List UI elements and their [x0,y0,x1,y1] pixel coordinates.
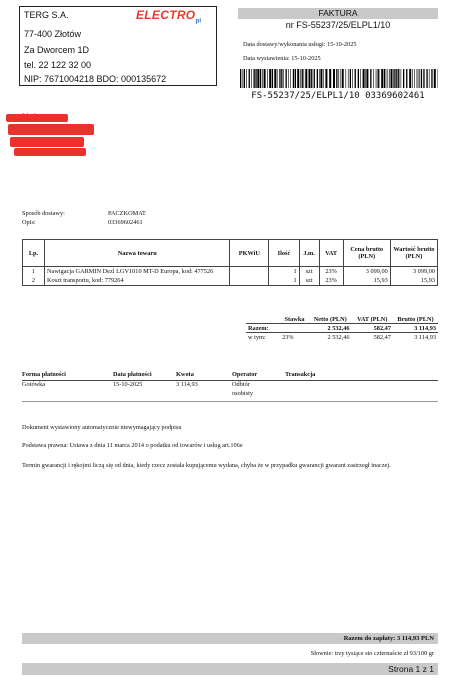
pay-operator-2: osobisty [232,390,253,397]
col-price: Cena brutto (PLN) [343,240,390,267]
issue-date: Data wystawienia: 15-10-2025 [243,55,321,62]
row-unit: szt [299,267,319,277]
col-lp: Lp. [23,240,45,267]
summary-total-net: 2 532,46 [309,324,352,333]
col-qty: Ilość [269,240,299,267]
table-row [23,276,438,286]
summary-breakdown-rate: 23% [282,333,294,341]
items-header-row [23,240,438,267]
invoice-number: nr FS-55237/25/ELPL1/10 [285,20,391,30]
summary-breakdown-row [246,333,438,342]
row-unit: szt [299,276,319,286]
logo-main: ELECTRO [136,8,196,22]
summary-breakdown-net: 2 532,46 [327,333,350,341]
summary-col-rate: Stawka [284,315,305,323]
summary-total-rate [280,324,309,333]
redaction-2 [8,124,94,135]
row-pkwiu [230,276,269,286]
row-lp: 2 [23,276,45,286]
seller-box [19,6,217,86]
row-vat: 23% [319,276,343,286]
row-qty: 1 [269,267,299,277]
row-name: Koszt transportu, kod: 779264 [45,276,230,286]
total-to-pay: Razem do zapłaty: 3 114,93 PLN [343,635,434,642]
delivery-method-value: PACZKOMAT [108,210,146,217]
row-value: 3 099,00 [390,267,437,277]
summary-col-vat: VAT (PLN) [357,315,388,323]
pay-col-operator: Operator [232,371,258,378]
summary-col-gross: Brutto (PLN) [397,315,434,323]
delivery-date: Data dostawy/wykonania usługi: 15-10-2025 [243,41,357,48]
delivery-method-label: Sposób dostawy: [22,210,65,217]
electro-logo [136,8,201,24]
table-row [23,267,438,277]
summary-col-net: Netto (PLN) [313,315,347,323]
row-qty: 1 [269,276,299,286]
payment-bottom-line [22,401,438,402]
redaction-4 [14,148,86,156]
summary-header-row [246,315,438,324]
row-pkwiu [230,267,269,277]
redaction-1 [6,114,68,122]
row-vat: 23% [319,267,343,277]
items-table [22,239,438,286]
summary-breakdown-vat: 582,47 [373,333,391,341]
amount-in-words: Słownie: trzy tysiące sto czternaście zł 93/100 gr [310,650,434,657]
note-warranty: Termin gwarancji i rękojmi liczą się od dnia, kiedy rzecz została kupującemu wydana, chyba że w przypadku gwarancji gwarant zastrzegł inaczej. [22,462,391,469]
col-vat: VAT [319,240,343,267]
col-pkwiu: PKWiU [230,240,269,267]
summary-total-gross: 3 114,93 [393,324,438,333]
pay-operator-1: Odbiór [232,381,250,388]
row-lp: 1 [23,267,45,277]
pay-col-form: Forma płatności [22,371,66,378]
seller-phone: tel. 22 122 32 00 [24,60,92,70]
summary-breakdown-gross: 3 114,93 [414,333,436,341]
note-legal: Podstawa prawna: Ustawa z dnia 11 marca 2014 o podatku od towarów i usług art.106e [22,442,243,449]
logo-suffix: pl [195,18,202,25]
pay-form: Gotówka [22,381,46,388]
seller-nip-bdo: NIP: 7671004218 BDO: 000135672 [24,74,167,84]
page-number: Strona 1 z 1 [388,664,434,674]
payment-header-line [22,371,438,381]
seller-name: TERG S.A. [24,10,69,20]
note-auto: Dokument wystawiony automatycznie niewymagający podpisu [22,424,182,431]
row-price: 3 099,00 [343,267,390,277]
pay-col-date: Data płatności [113,371,152,378]
row-price: 15,93 [343,276,390,286]
barcode-text: FS-55237/25/ELPL1/10 03369602461 [251,91,425,101]
summary-total-label: Razem: [246,324,280,333]
vat-summary-table [246,315,438,341]
description-value: 03369602461 [108,219,143,226]
row-value: 15,93 [390,276,437,286]
seller-city: 77-400 Złotów [24,29,82,39]
pay-date: 15-10-2025 [113,381,143,388]
col-name: Nazwa towaru [45,240,230,267]
pay-amount: 3 114,93 [176,381,198,388]
summary-total-vat: 582,47 [352,324,393,333]
pay-col-transaction: Transakcja [285,371,316,378]
row-name: Nawigacja GARMIN Dezl LGV1010 MT-D Europa, kod: 477526 [45,267,230,277]
invoice-title: FAKTURA [318,8,358,18]
summary-breakdown-label: w tym: [248,333,266,341]
barcode-image [240,69,438,88]
pay-col-amount: Kwota [176,371,194,378]
col-value: Wartość brutto (PLN) [390,240,437,267]
description-label: Opis: [22,219,36,226]
col-unit: J.m. [299,240,319,267]
summary-label-col [246,315,280,324]
redaction-3 [10,137,84,147]
summary-total-row [246,324,438,333]
seller-street: Za Dworcem 1D [24,45,90,55]
